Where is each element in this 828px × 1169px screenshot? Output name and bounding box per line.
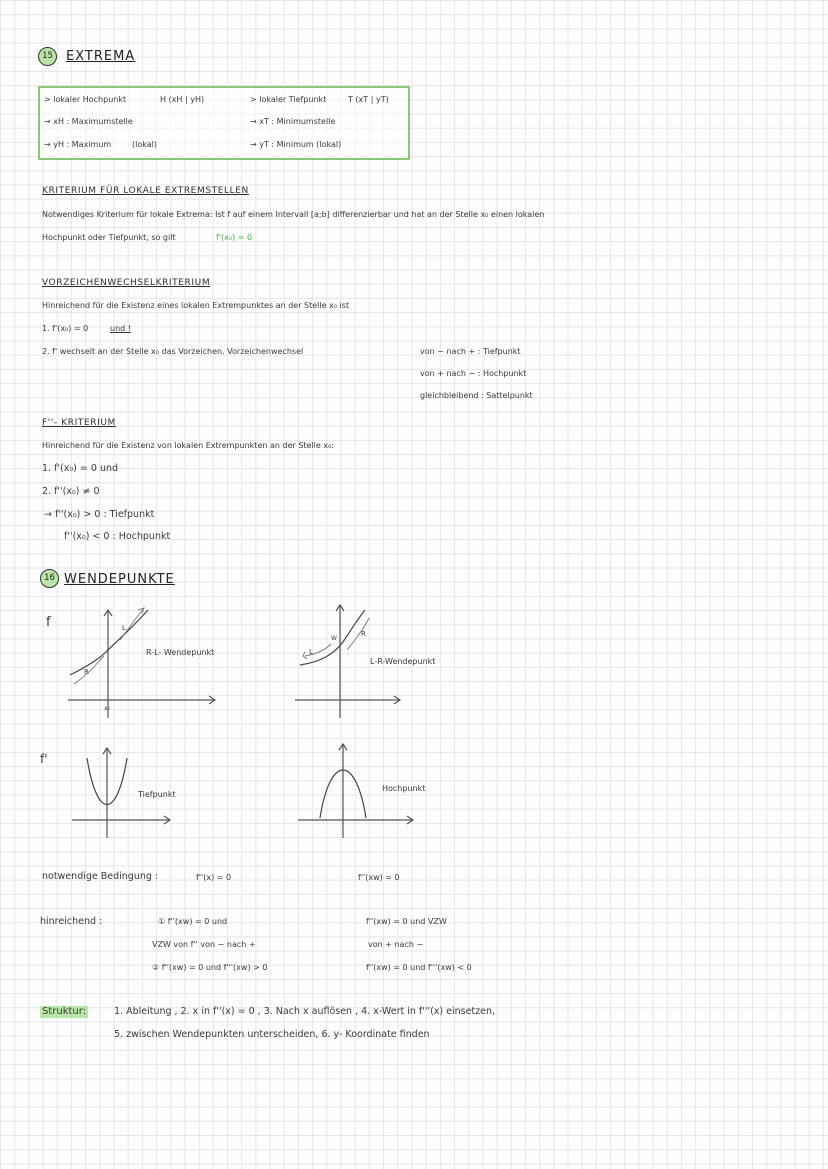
box-left-line3: → yH : Maximum xyxy=(44,140,112,149)
box-left-hochpunkt: H (xH | yH) xyxy=(160,95,205,104)
section-number-16: 16 xyxy=(40,569,59,588)
vzw-result-tiefpunkt: von − nach + : Tiefpunkt xyxy=(420,347,521,356)
f2-heading: F''- KRITERIUM xyxy=(42,418,116,428)
f2-intro: Hinreichend für die Existenz von lokalen Extrempunkten an der Stelle x₀: xyxy=(42,441,335,450)
graph1-caption: R-L- Wendepunkt xyxy=(146,648,215,657)
kriterium-heading: KRITERIUM FÜR LOKALE EXTREMSTELLEN xyxy=(42,186,249,196)
graph2-label-l: L xyxy=(309,648,313,656)
box-right-line2: → xT : Minimumstelle xyxy=(250,117,336,126)
box-right-line3: → yT : Minimum (lokal) xyxy=(250,140,342,149)
kriterium-text-line2: Hochpunkt oder Tiefpunkt, so gilt xyxy=(42,233,176,242)
section-number-15: 15 xyxy=(38,47,57,66)
vzw-condition-1-und: und ! xyxy=(110,324,131,333)
graph2-caption: L-R-Wendepunkt xyxy=(370,657,436,666)
graph4-caption: Hochpunkt xyxy=(382,784,426,793)
notwendig-left-formula: f''(x) = 0 xyxy=(196,873,232,882)
box-left-line2: → xH : Maximumstelle xyxy=(44,117,133,126)
hinreichend-label: hinreichend : xyxy=(40,916,103,927)
hinreichend-right-1: f''(xw) = 0 und VZW xyxy=(366,917,447,926)
box-left-line1: > lokaler Hochpunkt xyxy=(44,95,127,104)
graph1-label-l: L xyxy=(122,624,126,632)
box-left-lokal: (lokal) xyxy=(132,140,157,149)
graph-rl-wendepunkt xyxy=(60,600,220,720)
graph2-label-r: R xyxy=(361,630,366,638)
f2-condition-1: 1. f'(x₀) = 0 und xyxy=(42,463,119,474)
f2-tiefpunkt: → f''(x₀) > 0 : Tiefpunkt xyxy=(44,509,155,520)
notwendig-label: notwendige Bedingung : xyxy=(42,871,159,882)
section-title-extrema: EXTREMA xyxy=(66,49,136,64)
kriterium-formula: f'(x₀) = 0 xyxy=(216,233,253,242)
vzw-heading: VORZEICHENWECHSELKRITERIUM xyxy=(42,278,211,288)
vzw-result-hochpunkt: von + nach − : Hochpunkt xyxy=(420,369,527,378)
vzw-intro: Hinreichend für die Existenz eines lokalen Extrempunktes an der Stelle x₀ ist xyxy=(42,301,350,310)
struktur-label: Struktur: xyxy=(42,1006,87,1017)
vzw-condition-2: 2. f' wechselt an der Stelle x₀ das Vorzeichen. Vorzeichenwechsel xyxy=(42,347,304,356)
notwendig-right-formula: f''(xw) = 0 xyxy=(358,873,400,882)
graph3-caption: Tiefpunkt xyxy=(138,790,176,799)
hinreichend-left-2: VZW von f'' von − nach + xyxy=(152,940,256,949)
hinreichend-left-3: ② f''(xw) = 0 und f'''(xw) > 0 xyxy=(152,963,268,972)
section-title-wendepunkte: WENDEPUNKTE xyxy=(64,572,175,587)
graph1-curve xyxy=(70,610,148,675)
graph-label-f-prime: f' xyxy=(40,752,48,766)
graph1-label-x0: x₀ xyxy=(104,705,110,712)
graph-label-f: f xyxy=(46,615,51,630)
f2-hochpunkt: f''(x₀) < 0 : Hochpunkt xyxy=(64,531,171,542)
box-right-line1: > lokaler Tiefpunkt xyxy=(250,95,327,104)
struktur-line1: 1. Ableitung , 2. x in f''(x) = 0 , 3. Nach x auflösen , 4. x-Wert in f'''(x) einsetzen, xyxy=(114,1006,496,1017)
struktur-line2: 5. zwischen Wendepunkten unterscheiden, 6. y- Koordinate finden xyxy=(114,1029,430,1040)
graph2-label-w: W xyxy=(331,635,337,642)
hinreichend-left-1: ① f''(xw) = 0 und xyxy=(158,917,228,926)
hinreichend-right-2: von + nach − xyxy=(368,940,424,949)
vzw-result-sattelpunkt: gleichbleibend : Sattelpunkt xyxy=(420,391,533,400)
kriterium-text-line1: Notwendiges Kriterium für lokale Extrema: Ist f auf einem Intervall [a;b] differenzierbar und hat an der Stelle x₀ einen lokalen xyxy=(42,210,545,219)
f2-condition-2: 2. f''(x₀) ≠ 0 xyxy=(42,486,100,497)
box-right-tiefpunkt: T (xT | yT) xyxy=(348,95,389,104)
hinreichend-right-3: f''(xw) = 0 und f'''(xw) < 0 xyxy=(366,963,472,972)
vzw-condition-1: 1. f'(x₀) = 0 xyxy=(42,324,89,333)
graph1-label-r: R xyxy=(84,668,89,676)
